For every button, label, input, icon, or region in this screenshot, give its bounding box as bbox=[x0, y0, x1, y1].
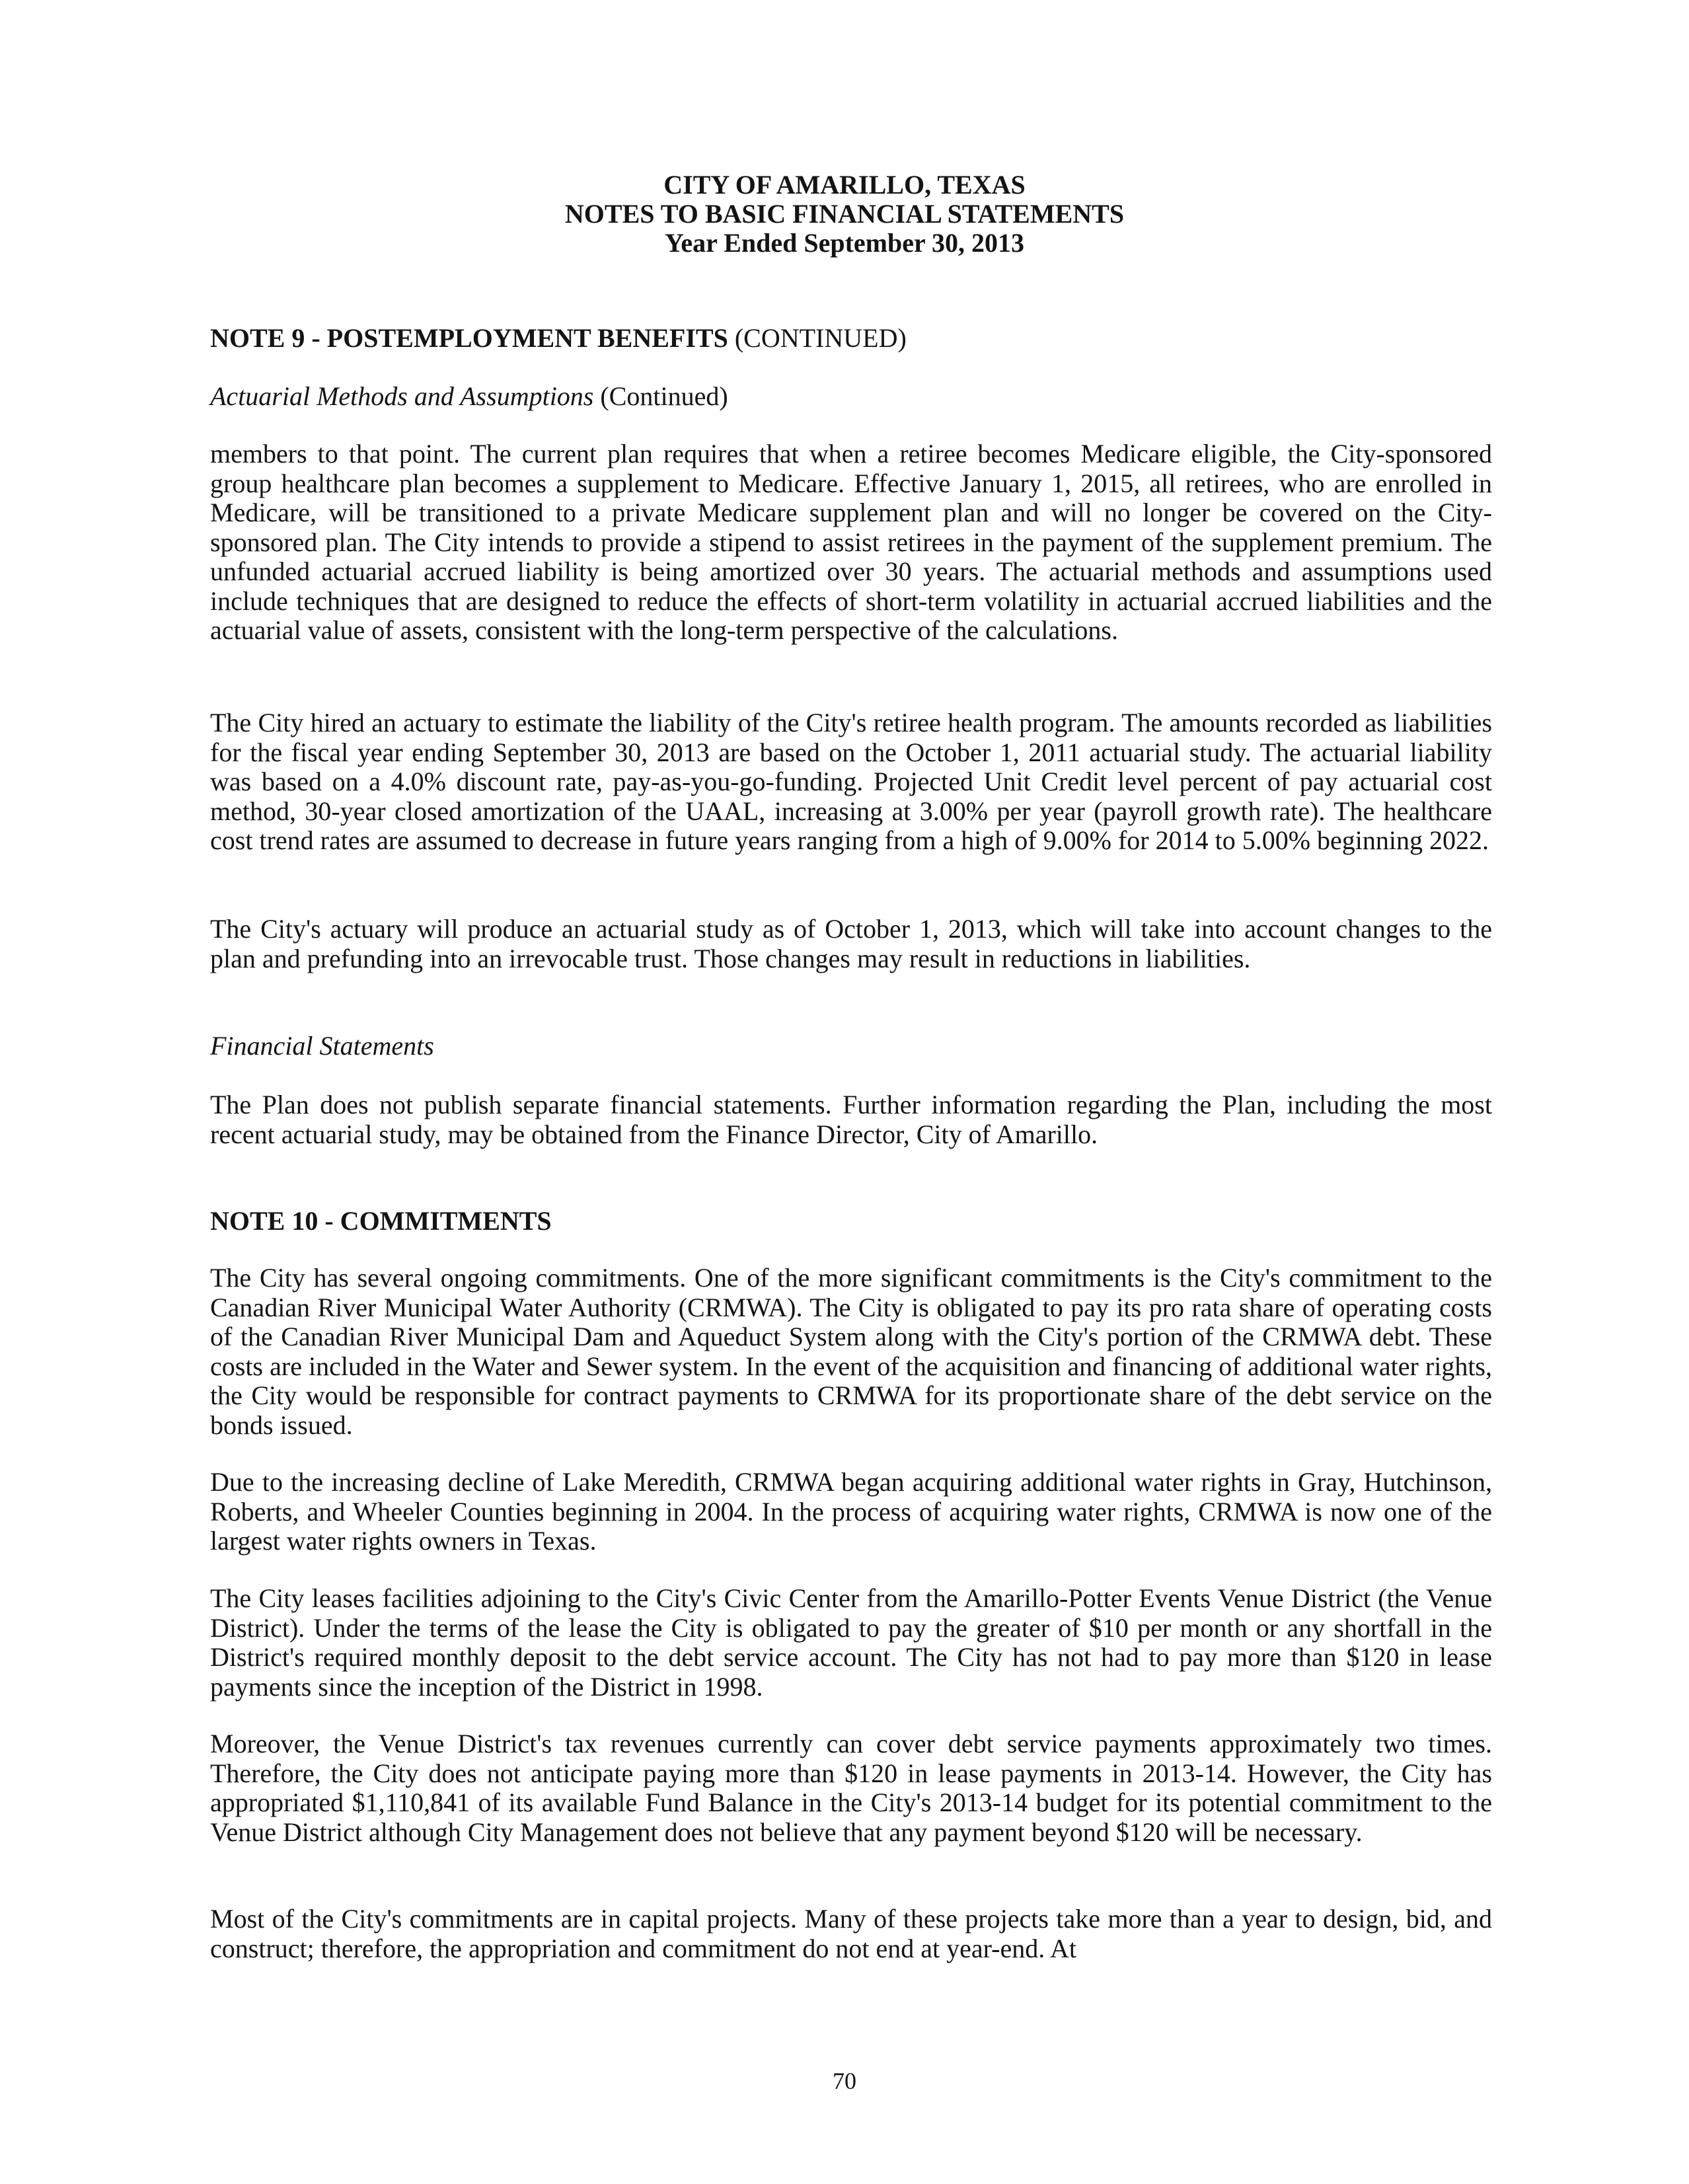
note10-title: NOTE 10 - COMMITMENTS bbox=[210, 1206, 552, 1236]
header-entity: CITY OF AMARILLO, TEXAS bbox=[663, 170, 1026, 200]
note9-subheading-financial-statements bbox=[210, 1032, 1492, 1061]
note10-paragraph-5-block bbox=[210, 1904, 1492, 1963]
note9-paragraph-1: members to that point. The current plan requires that when a retiree becomes Medicare eligible, the City-sponsored group healthcare plan becomes a supplement to Medicare. Effective January 1, 2015, all retirees, who are enrolled in Medicare, will be transitioned to a private Medicare supplement plan and will no longer be covered on the City-sponsored plan. The City intends to provide a stipend to assist retirees in the payment of the supplement premium. The unfunded actuarial accrued liability is being amortized over 30 years. The actuarial methods and assumptions used include techniques that are designed to reduce the effects of short-term volatility in actuarial accrued liabilities and the actuarial value of assets, consistent with the long-term perspective of the calculations. bbox=[210, 439, 1492, 645]
note9-paragraph-2: The City hired an actuary to estimate the liability of the City's retiree health program. The amounts recorded as liabilities for the fiscal year ending September 30, 2013 are based on the October 1, 2011 actuarial study. The actuarial liability was based on a 4.0% discount rate, pay-as-you-go-funding. Projected Unit Credit level percent of pay actuarial cost method, 30-year closed amortization of the UAAL, increasing at 3.00% per year (payroll growth rate). The healthcare cost trend rates are assumed to decrease in future years ranging from a high of 9.00% for 2014 to 5.00% beginning 2022. bbox=[210, 708, 1492, 855]
note9-paragraph-3-block bbox=[210, 915, 1492, 973]
note9-subheading-block bbox=[210, 382, 1492, 411]
note9-paragraph-1-block bbox=[210, 439, 1492, 646]
note9-heading-block bbox=[210, 324, 1492, 353]
note9-paragraph-3: The City's actuary will produce an actuarial study as of October 1, 2013, which will take into account changes to the plan and prefunding into an irrevocable trust. Those changes may result in reductions in liabilities. bbox=[210, 914, 1492, 973]
note9-title-suffix: (CONTINUED) bbox=[734, 323, 907, 353]
page-number: 70 bbox=[833, 2068, 856, 2094]
header-report-title: NOTES TO BASIC FINANCIAL STATEMENTS bbox=[564, 199, 1125, 229]
note9-subheading-actuarial-suffix: (Continued) bbox=[600, 381, 728, 411]
note9-subheading-fs-block bbox=[210, 1032, 1492, 1061]
note9-paragraph-2-block bbox=[210, 708, 1492, 856]
note10-paragraph-1-block bbox=[210, 1263, 1492, 1440]
note9-heading bbox=[210, 324, 1492, 353]
note10-paragraph-4-block bbox=[210, 1729, 1492, 1847]
note10-paragraph-4: Moreover, the Venue District's tax revenues currently can cover debt service payments approximately two times. Therefore, the City does not anticipate paying more than $120 in lease payments in 2013-14. However, the City has appropriated $1,110,841 of its available Fund Balance in the City's 2013-14 budget for its potential commitment to the Venue District although City Management does not believe that any payment beyond $120 will be necessary. bbox=[210, 1729, 1492, 1847]
note10-paragraph-3: The City leases facilities adjoining to the City's Civic Center from the Amarillo-Potter Events Venue District (the Venue District). Under the terms of the lease the City is obligated to pay the greater of $10 per month or any shortfall in the District's required monthly deposit to the debt service account. The City has not had to pay more than $120 in lease payments since the inception of the District in 1998. bbox=[210, 1583, 1492, 1702]
note10-heading bbox=[210, 1207, 1492, 1236]
note10-paragraph-2: Due to the increasing decline of Lake Meredith, CRMWA began acquiring additional water rights in Gray, Hutchinson, Roberts, and Wheeler Counties beginning in 2004. In the process of acquiring water rights, CRMWA is now one of the largest water rights owners in Texas. bbox=[210, 1467, 1492, 1556]
note9-subheading-actuarial-title: Actuarial Methods and Assumptions bbox=[210, 381, 594, 411]
note9-paragraph-4: The Plan does not publish separate financial statements. Further information regarding the Plan, including the most recent actuarial study, may be obtained from the Finance Director, City of Amarillo. bbox=[210, 1090, 1492, 1149]
note9-subheading-financial-statements-title: Financial Statements bbox=[210, 1031, 434, 1061]
note10-paragraph-1: The City has several ongoing commitments. One of the more significant commitments is the City's commitment to the Canadian River Municipal Water Authority (CRMWA). The City is obligated to pay its pro rata share of operating costs of the Canadian River Municipal Dam and Aqueduct System along with the City's portion of the CRMWA debt. These costs are included in the Water and Sewer system. In the event of the acquisition and financing of additional water rights, the City would be responsible for contract payments to CRMWA for its proportionate share of the debt service on the bonds issued. bbox=[210, 1263, 1492, 1440]
page-header bbox=[0, 170, 1689, 258]
note10-paragraph-2-block bbox=[210, 1468, 1492, 1556]
header-period: Year Ended September 30, 2013 bbox=[664, 228, 1025, 258]
note10-paragraph-5: Most of the City's commitments are in capital projects. Many of these projects take more than a year to design, bid, and construct; therefore, the appropriation and commitment do not end at year-end. At bbox=[210, 1904, 1492, 1963]
note10-heading-block bbox=[210, 1207, 1492, 1236]
note9-paragraph-4-block bbox=[210, 1090, 1492, 1149]
note9-subheading-actuarial bbox=[210, 382, 1492, 411]
note10-paragraph-3-block bbox=[210, 1584, 1492, 1702]
note9-title: NOTE 9 - POSTEMPLOYMENT BENEFITS bbox=[210, 323, 728, 353]
